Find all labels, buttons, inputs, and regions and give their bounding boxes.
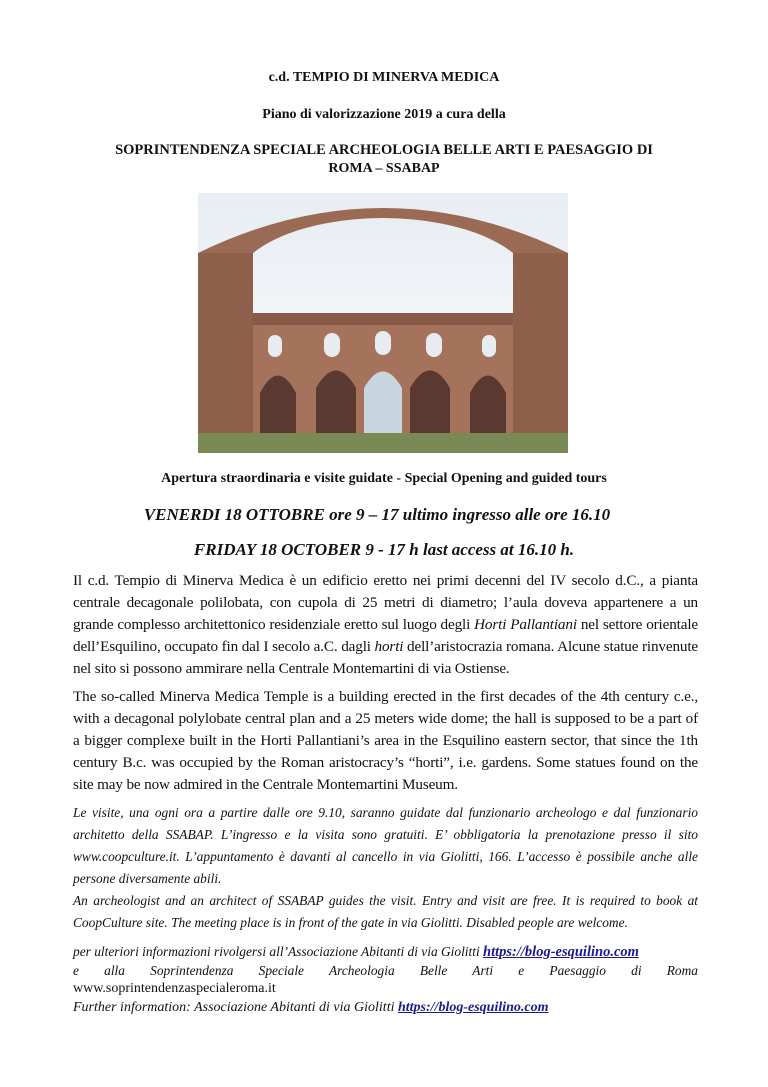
text: Il c.d. Tempio di Minerva Medica è un edificio eretto nei primi decenni del IV secolo d.C., a pianta centrale decagonale polilobata, con cupola di 25 metri di diametro; l’aula doveva appartenere a un grande complesso architettonico residenziale eretto sul luogo degli bbox=[73, 572, 698, 633]
info-italian bbox=[73, 942, 698, 962]
date-italian: VENERDI 18 OTTOBRE ore 9 – 17 ultimo ingresso alle ore 16.10 bbox=[143, 505, 611, 524]
text: dell’aristocrazia romana. Alcune statue rinvenute nel sito si possono ammirare nella Centrale Montemartini di via Ostiense. bbox=[73, 638, 698, 677]
text: nel settore orientale dell’Esquilino, occupato fin dal I secolo a.C. dagli bbox=[73, 616, 698, 655]
info-english bbox=[73, 998, 698, 1017]
blog-link-2[interactable]: https://blog-esquilino.com bbox=[397, 1000, 549, 1015]
temple-photo bbox=[198, 193, 568, 453]
description-italian bbox=[73, 570, 698, 680]
visit-info-italian: Le visite, una ogni ora a partire dalle ore 9.10, saranno guidate dal funzionario archeologo e dal funzionario architetto della SSABAP. L’ingresso e la visita sono gratuiti. E’ obbligatoria la prenotazione presso il sito www.coopculture.it. L’appuntamento è davanti al cancello in via Giolitti, 166. L’accesso è possibile anche alle persone diversamente abili. bbox=[73, 805, 698, 886]
org-line-2: ROMA – SSABAP bbox=[328, 161, 440, 176]
text-italic: horti bbox=[374, 638, 404, 655]
date-english: FRIDAY 18 OCTOBER 9 - 17 h last access at 16.10 h. bbox=[193, 540, 575, 559]
blog-link[interactable]: https://blog-esquilino.com bbox=[483, 944, 639, 960]
org-line-1: SOPRINTENDENZA SPECIALE ARCHEOLOGIA BELLE ARTI E PAESAGGIO DI bbox=[115, 142, 653, 158]
info-italian-2: e alla Soprintendenza Speciale Archeologia Belle Arti e Paesaggio di Roma bbox=[73, 963, 698, 978]
document-subtitle: Piano di valorizzazione 2019 a cura della bbox=[262, 107, 506, 122]
visit-info-english: An archeologist and an architect of SSABAP guides the visit. Entry and visit are free. It is required to book at CoopCulture site. The meeting place is in front of the gate in via Giolitti. Disabled people are welcome. bbox=[73, 893, 698, 930]
description-english: The so-called Minerva Medica Temple is a building erected in the first decades of the 4th century c.e., with a decagonal polylobate central plan and a 25 meters wide dome; the hall is supposed to be a part of a bigger complexe built in the Horti Pallantiani’s area in the Esquilino eastern sector, that since the 1th century B.c. was occupied by the Roman aristocracy’s “horti”, i.e. gardens. Some statues found on the site may be now admired in the Centrale Montemartini Museum. bbox=[73, 688, 698, 793]
document-title: c.d. TEMPIO DI MINERVA MEDICA bbox=[268, 70, 500, 85]
text: per ulteriori informazioni rivolgersi all’Associazione Abitanti di via Giolitti bbox=[73, 944, 484, 959]
text: Further information: Associazione Abitanti di via Giolitti bbox=[73, 1000, 398, 1015]
opening-announcement: Apertura straordinaria e visite guidate - Special Opening and guided tours bbox=[161, 471, 607, 486]
text-italic: Horti Pallantiani bbox=[474, 616, 577, 633]
soprintendenza-website[interactable]: www.soprintendenzaspecialeroma.it bbox=[73, 981, 276, 996]
